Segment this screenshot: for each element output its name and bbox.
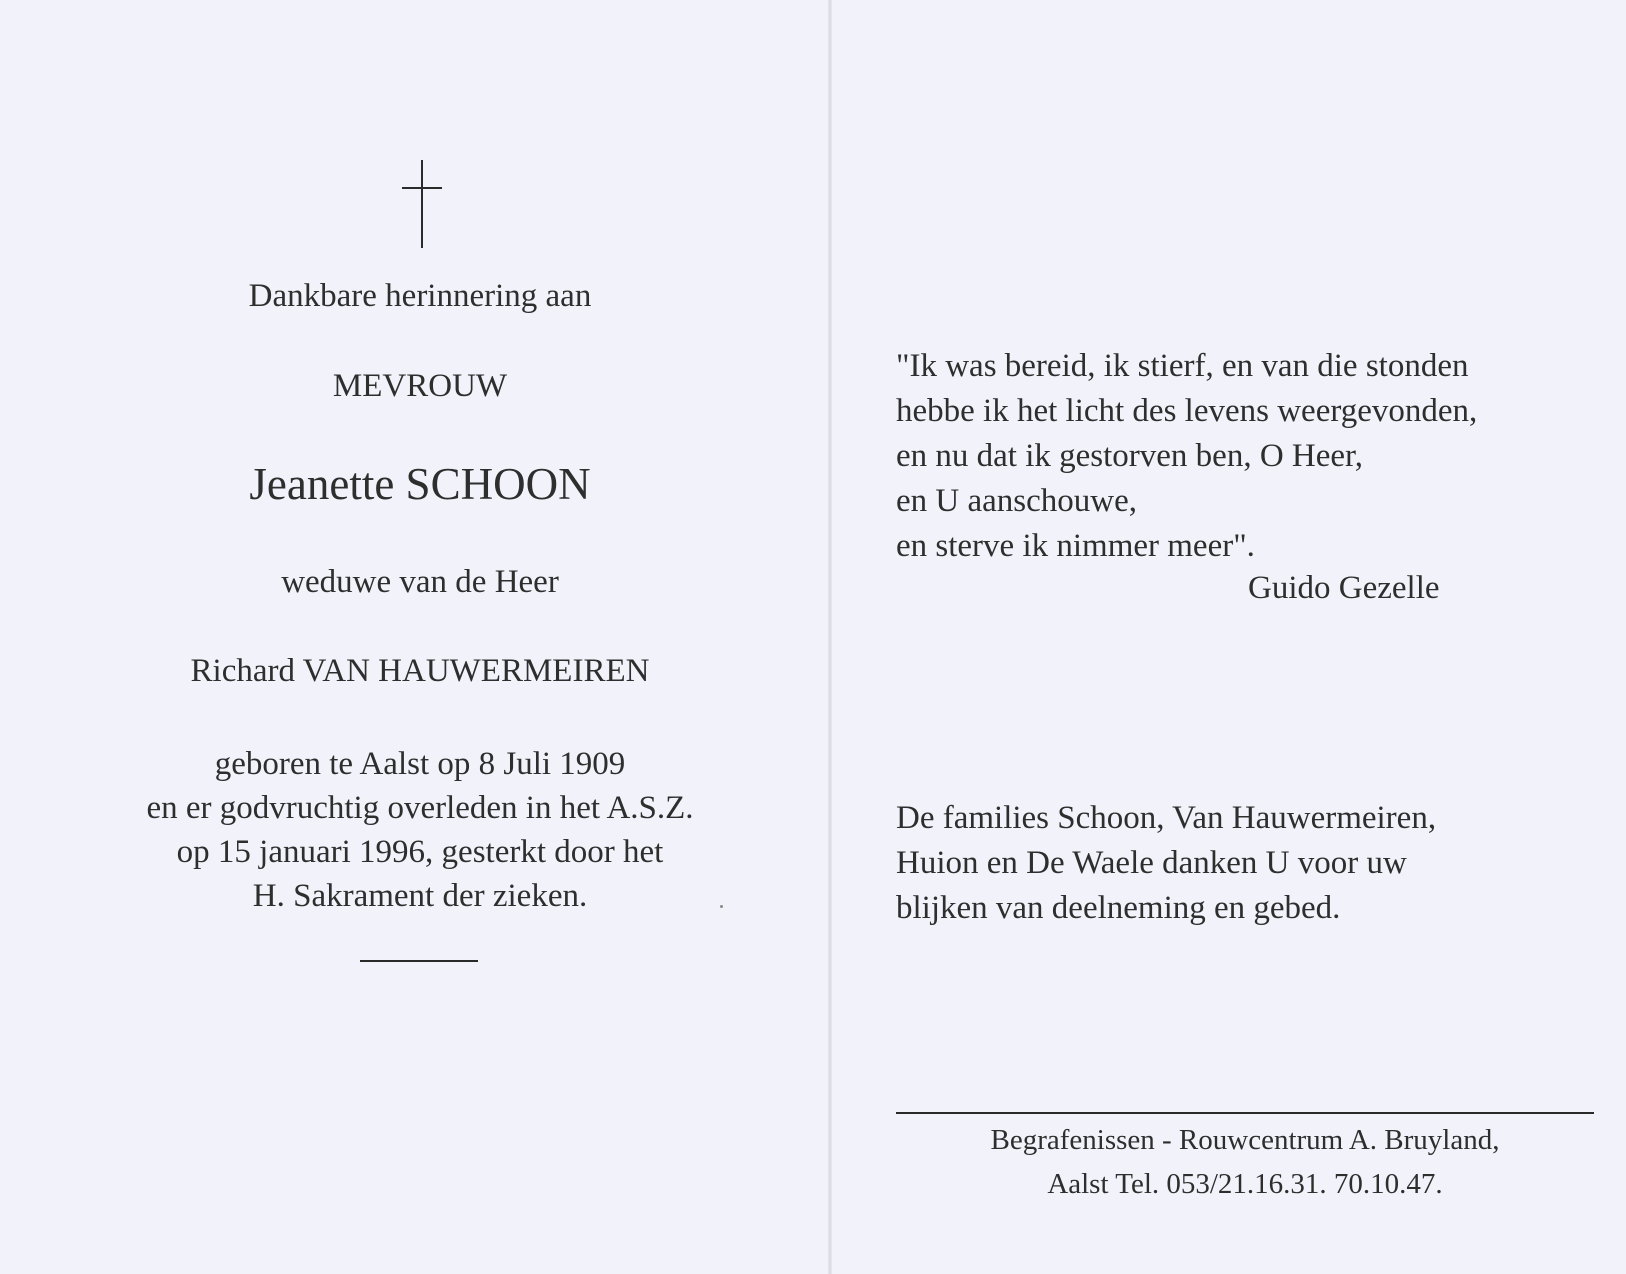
undertaker-block <box>896 1118 1594 1206</box>
poem-line: en nu dat ik gestorven ben, O Heer, <box>896 438 1363 474</box>
thanks-block <box>896 796 1436 931</box>
thanks-line: De families Schoon, Van Hauwermeiren, <box>896 800 1437 836</box>
cross-horizontal-bar <box>402 187 442 189</box>
biography-line: en er godvruchtig overleden in het A.S.Z. <box>146 790 694 826</box>
biography-block <box>60 742 780 918</box>
left-divider <box>360 960 478 962</box>
undertaker-line: Aalst Tel. 053/21.16.31. 70.10.47. <box>1047 1168 1443 1200</box>
widow-of-text: weduwe van de Heer <box>281 564 559 600</box>
deceased-name: Jeanette SCHOON <box>249 459 591 509</box>
honorific-title: MEVROUW <box>332 368 508 404</box>
thanks-line: blijken van deelneming en gebed. <box>896 890 1341 926</box>
poem-line: "Ik was bereid, ik stierf, en van die stonden <box>896 348 1469 384</box>
paper-speck <box>720 905 723 908</box>
cross-vertical-bar <box>421 160 423 248</box>
biography-line: geboren te Aalst op 8 Juli 1909 <box>214 746 626 782</box>
undertaker-line: Begrafenissen - Rouwcentrum A. Bruyland, <box>990 1124 1500 1156</box>
biography-line: op 15 januari 1996, gesterkt door het <box>176 834 664 870</box>
right-divider <box>896 1112 1594 1114</box>
cross-icon <box>402 160 442 248</box>
biography-line: H. Sakrament der zieken. <box>252 878 588 914</box>
intro-text: Dankbare herinnering aan <box>248 278 592 314</box>
poem-line: en U aanschouwe, <box>896 483 1137 519</box>
right-page <box>832 0 1626 1274</box>
poem-author: Guido Gezelle <box>1248 570 1440 606</box>
thanks-line: Huion en De Waele danken U voor uw <box>896 845 1407 881</box>
poem-block <box>896 344 1477 569</box>
poem-line: hebbe ik het licht des levens weergevonden, <box>896 393 1478 429</box>
spouse-name: Richard VAN HAUWERMEIREN <box>190 653 650 689</box>
poem-line: en sterve ik nimmer meer". <box>896 528 1255 564</box>
